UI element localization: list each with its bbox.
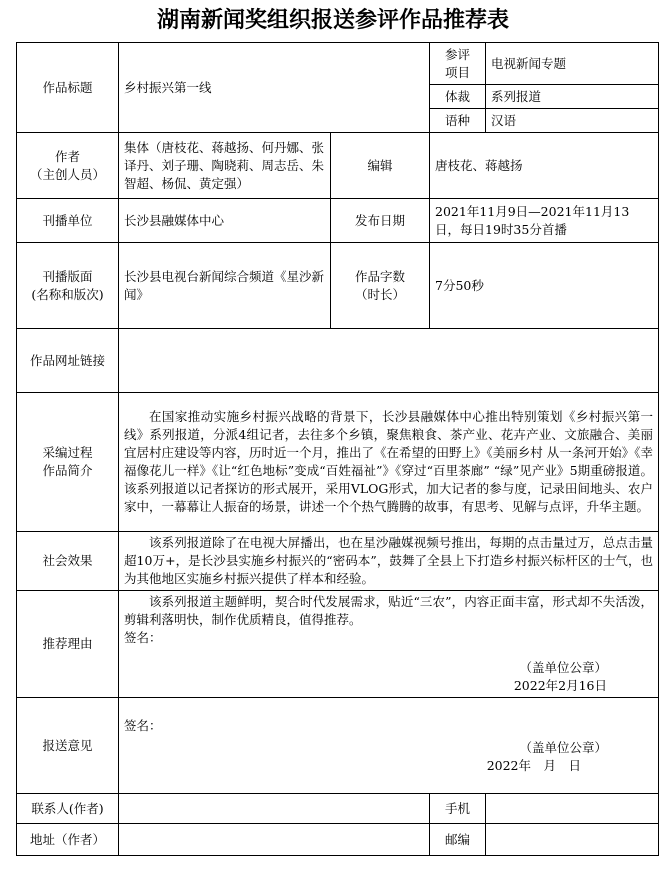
postcode-value[interactable] (486, 824, 659, 856)
publisher-label: 刊播单位 (17, 199, 119, 243)
social-effect-label: 社会效果 (17, 532, 119, 591)
entry-item-label-line2: 项目 (445, 64, 471, 80)
page-title: 湖南新闻奖组织报送参评作品推荐表 (156, 7, 509, 33)
genre-value[interactable]: 系列报道 (486, 85, 659, 109)
contact-value[interactable] (119, 794, 430, 824)
address-label: 地址（作者） (17, 824, 119, 856)
layout-value[interactable]: 长沙县电视台新闻综合频道《星沙新闻》 (119, 243, 331, 329)
author-value[interactable]: 集体（唐枝花、蒋越扬、何丹娜、张译丹、刘子珊、陶晓莉、周志岳、朱智超、杨侃、黄定强） (119, 133, 331, 199)
opinion-seal: （盖单位公章） (519, 739, 608, 755)
phone-value[interactable] (486, 794, 659, 824)
recommendation-sign: 签名： (124, 630, 162, 645)
recommendation-date: 2022年2月16日 (513, 678, 608, 693)
address-value[interactable] (119, 824, 430, 856)
genre-label: 体裁 (430, 85, 486, 109)
postcode-label: 邮编 (430, 824, 486, 856)
author-label (17, 133, 119, 199)
recommendation-text[interactable]: 该系列报道主题鲜明，契合时代发展需求，贴近“三农”，内容正面丰富，形式却不失活泼，剪辑利落明快，制作优质精良，值得推荐。 (124, 594, 654, 627)
length-label (331, 243, 430, 329)
url-label: 作品网址链接 (17, 329, 119, 393)
social-effect-value[interactable]: 该系列报道除了在电视大屏播出，也在星沙融媒视频号推出，每期的点击量过万，总点击量超10万+，是长沙县实施乡村振兴的“密码本”，鼓舞了全县上下打造乡村振兴标杆区的士气，也为其他地区实施乡村振兴提供了样本和经验。 (119, 532, 659, 591)
process-value[interactable]: 在国家推动实施乡村振兴战略的背景下，长沙县融媒体中心推出特别策划《乡村振兴第一线》系列报道，分派4组记者，去往多个乡镇，聚焦粮食、茶产业、花卉产业、文旅融合、美丽宜居村庄建设等内容，历时近一个月，推出了《在希望的田野上》《美丽乡村 从一条河开始》《幸福像花儿一样》《让“红色地标”变成“百姓福祉”》《穿过“百里茶廊” “绿”见产业》5期重磅报道。该系列报道以记者探访的形式展开，采用VLOG形式，加大记者的参与度，记录田间地头、农户家中，一幕幕让人振奋的场景，讲述一个个热气腾腾的故事，有思考、见解与点评，升华主题。 (119, 393, 659, 532)
publisher-value[interactable]: 长沙县融媒体中心 (119, 199, 331, 243)
opinion-label: 报送意见 (17, 698, 119, 794)
author-label-line1: 作者 (54, 148, 80, 164)
publish-date-value[interactable]: 2021年11月9日—2021年11月13日，每日19时35分首播 (430, 199, 659, 243)
layout-label-line1: 刊播版面 (42, 268, 93, 284)
author-label-line2: （主创人员） (29, 166, 105, 182)
language-label: 语种 (430, 109, 486, 133)
recommendation-cell (119, 591, 659, 698)
contact-label: 联系人(作者) (17, 794, 119, 824)
entry-item-value[interactable]: 电视新闻专题 (486, 43, 659, 85)
editor-label: 编辑 (331, 133, 430, 199)
opinion-cell (119, 698, 659, 794)
url-value[interactable] (119, 329, 659, 393)
entry-item-label (430, 43, 486, 85)
length-value[interactable]: 7分50秒 (430, 243, 659, 329)
recommendation-seal: （盖单位公章） (519, 660, 608, 675)
layout-label (17, 243, 119, 329)
recommendation-label: 推荐理由 (17, 591, 119, 698)
process-label-line2: 作品简介 (42, 463, 93, 478)
opinion-date: 2022年 月 日 (486, 757, 582, 773)
publish-date-label: 发布日期 (331, 199, 430, 243)
opinion-sign[interactable]: 签名： (124, 717, 162, 733)
layout-label-line2: (名称和版次) (31, 286, 104, 302)
editor-value[interactable]: 唐枝花、蒋越扬 (430, 133, 659, 199)
process-label-line1: 采编过程 (42, 445, 93, 460)
work-title-value[interactable]: 乡村振兴第一线 (119, 43, 430, 133)
phone-label: 手机 (430, 794, 486, 824)
entry-item-label-line1: 参评 (445, 46, 471, 62)
length-label-line2: （时长） (355, 286, 406, 302)
recommendation-form (16, 42, 659, 856)
length-label-line1: 作品字数 (355, 268, 406, 284)
process-label (17, 393, 119, 532)
language-value[interactable]: 汉语 (486, 109, 659, 133)
work-title-label: 作品标题 (17, 43, 119, 133)
